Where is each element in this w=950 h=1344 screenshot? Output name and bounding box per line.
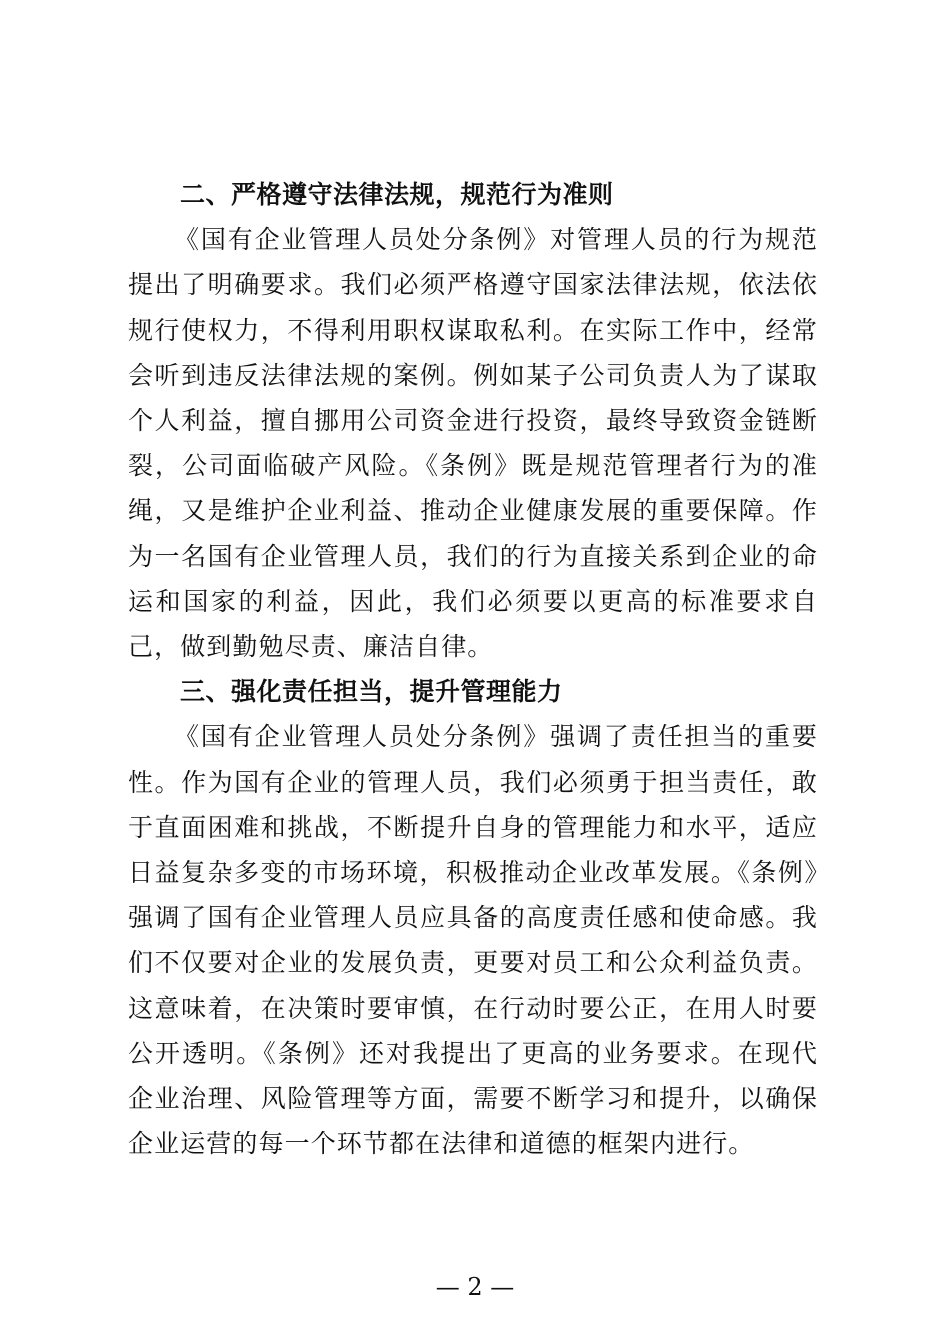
section-heading-2: 二、严格遵守法律法规，规范行为准则 xyxy=(180,180,614,209)
section-paragraph-3: 《国有企业管理人员处分条例》强调了责任担当的重要性。作为国有企业的管理人员，我们必须勇于担当责任，敢于直面困难和挑战，不断提升自身的管理能力和水平，适应日益复杂多变的市场环境，积极推动企业改革发展。《条例》强调了国有企业管理人员应具备的高度责任感和使命感。我们不仅要对企业的发展负责，更要对员工和公众利益负责。这意味着，在决策时要审慎，在行动时要公正，在用人时要公开透明。《条例》还对我提出了更高的业务要求。在现代企业治理、风险管理等方面，需要不断学习和提升，以确保企业运营的每一个环节都在法律和道德的框架内进行。 xyxy=(128,722,818,1159)
document-body xyxy=(128,172,818,1166)
page-number: — 2 — xyxy=(435,1273,515,1301)
section-paragraph-2: 《国有企业管理人员处分条例》对管理人员的行为规范提出了明确要求。我们必须严格遵守国家法律法规，依法依规行使权力，不得利用职权谋取私利。在实际工作中，经常会听到违反法律法规的案例。例如某子公司负责人为了谋取个人利益，擅自挪用公司资金进行投资，最终导致资金链断裂，公司面临破产风险。《条例》既是规范管理者行为的准绳，又是维护企业利益、推动企业健康发展的重要保障。作为一名国有企业管理人员，我们的行为直接关系到企业的命运和国家的利益，因此，我们必须要以更高的标准要求自己，做到勤勉尽责、廉洁自律。 xyxy=(128,225,818,662)
section-heading-3: 三、强化责任担当，提升管理能力 xyxy=(180,677,563,707)
